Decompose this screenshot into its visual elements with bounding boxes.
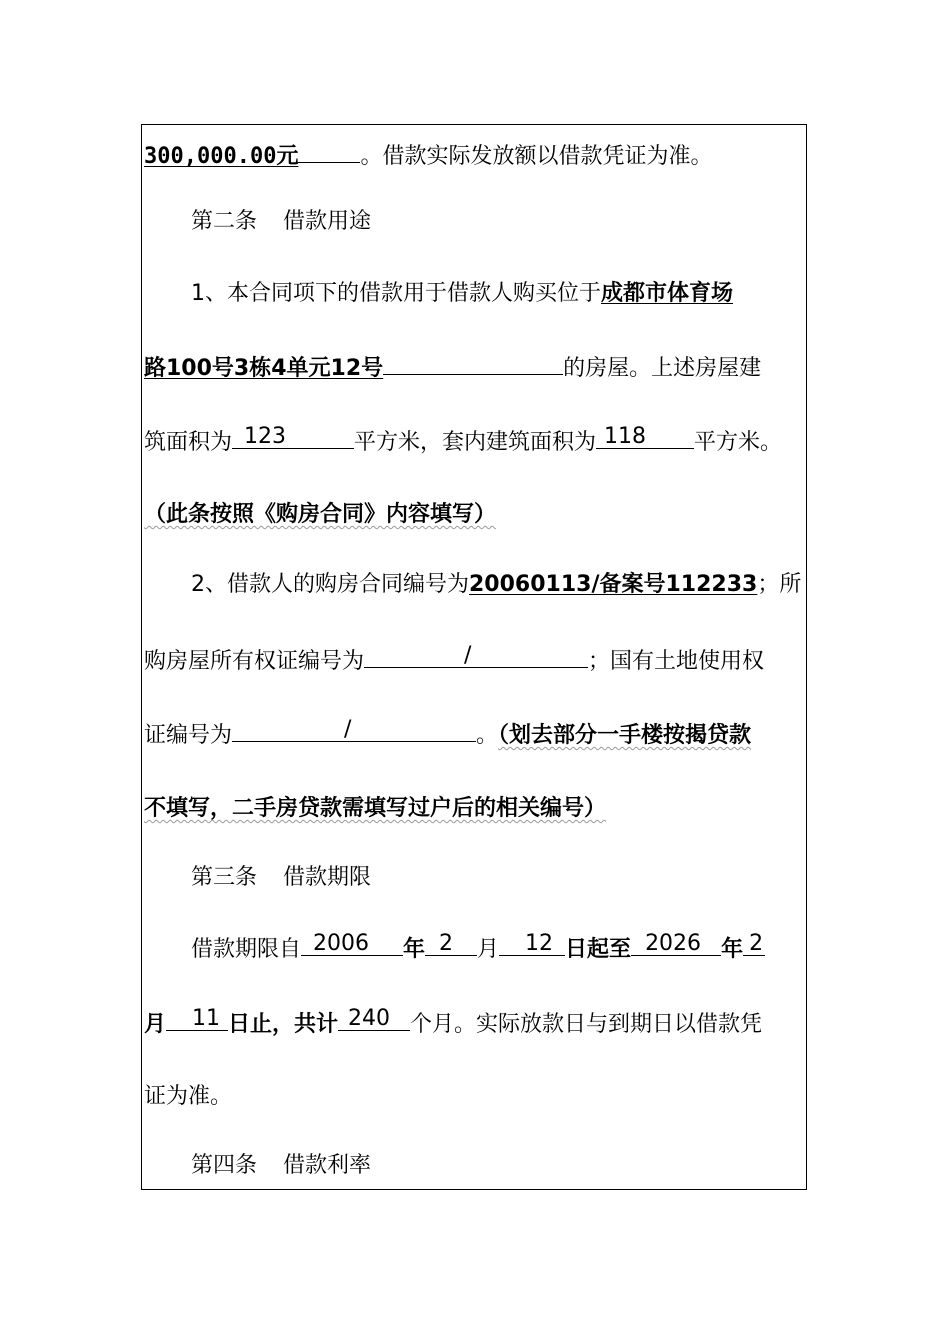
contract-note-part1: （划去部分一手楼按揭贷款: [498, 723, 752, 748]
contract-number: 20060113/备案号112233: [469, 572, 758, 597]
land-tail: 。: [476, 723, 499, 748]
contract-note-part2: 不填写，二手房贷款需填写过户后的相关编号）: [144, 796, 607, 821]
end-month-field: [743, 933, 765, 956]
start-month-field: [425, 933, 477, 956]
address-part1: 成都市体育场: [601, 281, 734, 306]
end-tail: 日止，共计: [228, 1012, 339, 1037]
ownership-tail: ；国有土地使用权: [588, 649, 765, 674]
article4-heading: [191, 1151, 861, 1181]
term-lead: 借款期限自: [191, 937, 302, 962]
term-line-2: [144, 1008, 814, 1038]
term-line-2-tail: 个月。实际放款日与到期日以借款凭: [410, 1012, 763, 1037]
end-year-value: 2026: [645, 931, 702, 956]
article4-title: 借款利率: [283, 1153, 372, 1178]
amount-line-text: 。借款实际发放额以借款凭证为准。: [360, 144, 713, 169]
area-mid: 平方米，套内建筑面积为: [354, 430, 597, 455]
start-month-value: 2: [439, 931, 454, 956]
purpose-line-1: [191, 279, 861, 309]
article3-heading: [191, 863, 861, 893]
term-line-3-text: 证为准。: [144, 1084, 233, 1109]
address-blank: [383, 352, 563, 375]
article3-title: 借款期限: [283, 865, 372, 890]
building-area-field: [232, 426, 354, 449]
ownership-lead: 购房屋所有权证编号为: [144, 649, 365, 674]
contract-lead: 2、借款人的购房合同编号为: [191, 572, 469, 597]
article2-number: 第二条: [191, 209, 258, 234]
address-part2: 路100号3栋4单元12号: [144, 356, 384, 381]
amount-blank: [298, 140, 360, 163]
land-no-value: /: [344, 717, 352, 742]
area-lead: 筑面积为: [144, 430, 233, 455]
term-line-3: [144, 1082, 814, 1112]
start-tail: 日起至: [565, 937, 632, 962]
term-line-1: [191, 933, 861, 963]
months-value: 240: [348, 1006, 391, 1031]
contract-tail: ；所: [757, 572, 802, 597]
end-day-value: 11: [192, 1006, 221, 1031]
contract-line-3: [144, 719, 814, 749]
amount-line: [144, 140, 814, 170]
land-lead: 证编号为: [144, 723, 233, 748]
start-day-field: [499, 933, 565, 956]
building-area-value: 123: [244, 424, 287, 449]
start-year-value: 2006: [313, 931, 370, 956]
article2-title: 借款用途: [283, 209, 372, 234]
contract-line-1: [191, 570, 861, 600]
contract-line-4: [144, 794, 814, 824]
article3-number: 第三条: [191, 865, 258, 890]
purpose-tail: 的房屋。上述房屋建: [563, 356, 762, 381]
inner-area-field: [596, 426, 694, 449]
end-month-value: 2: [749, 931, 764, 956]
article2-heading: [191, 207, 861, 237]
area-line: [144, 426, 814, 456]
area-note-text: （此条按照《购房合同》内容填写）: [144, 502, 497, 527]
start-year-field: [301, 933, 403, 956]
end-year-field: [631, 933, 721, 956]
purpose-line-2: [144, 352, 814, 382]
ownership-no-value: /: [464, 643, 472, 668]
end-day-field: [166, 1008, 228, 1031]
start-day-value: 12: [525, 931, 554, 956]
months-field: [338, 1008, 410, 1031]
loan-amount: 300,000.00元: [144, 144, 299, 169]
land-no-field: [232, 719, 476, 742]
purpose-lead: 1、本合同项下的借款用于借款人购买位于: [191, 281, 601, 306]
end-year-char: 年: [721, 937, 744, 962]
inner-area-value: 118: [604, 424, 647, 449]
end-month-char: 月: [144, 1012, 167, 1037]
article4-number: 第四条: [191, 1153, 258, 1178]
start-month-char: 月: [477, 937, 500, 962]
area-tail: 平方米。: [694, 430, 783, 455]
ownership-no-field: [364, 645, 588, 668]
contract-line-2: [144, 645, 814, 675]
area-note: [144, 500, 814, 530]
start-year-char: 年: [403, 937, 426, 962]
